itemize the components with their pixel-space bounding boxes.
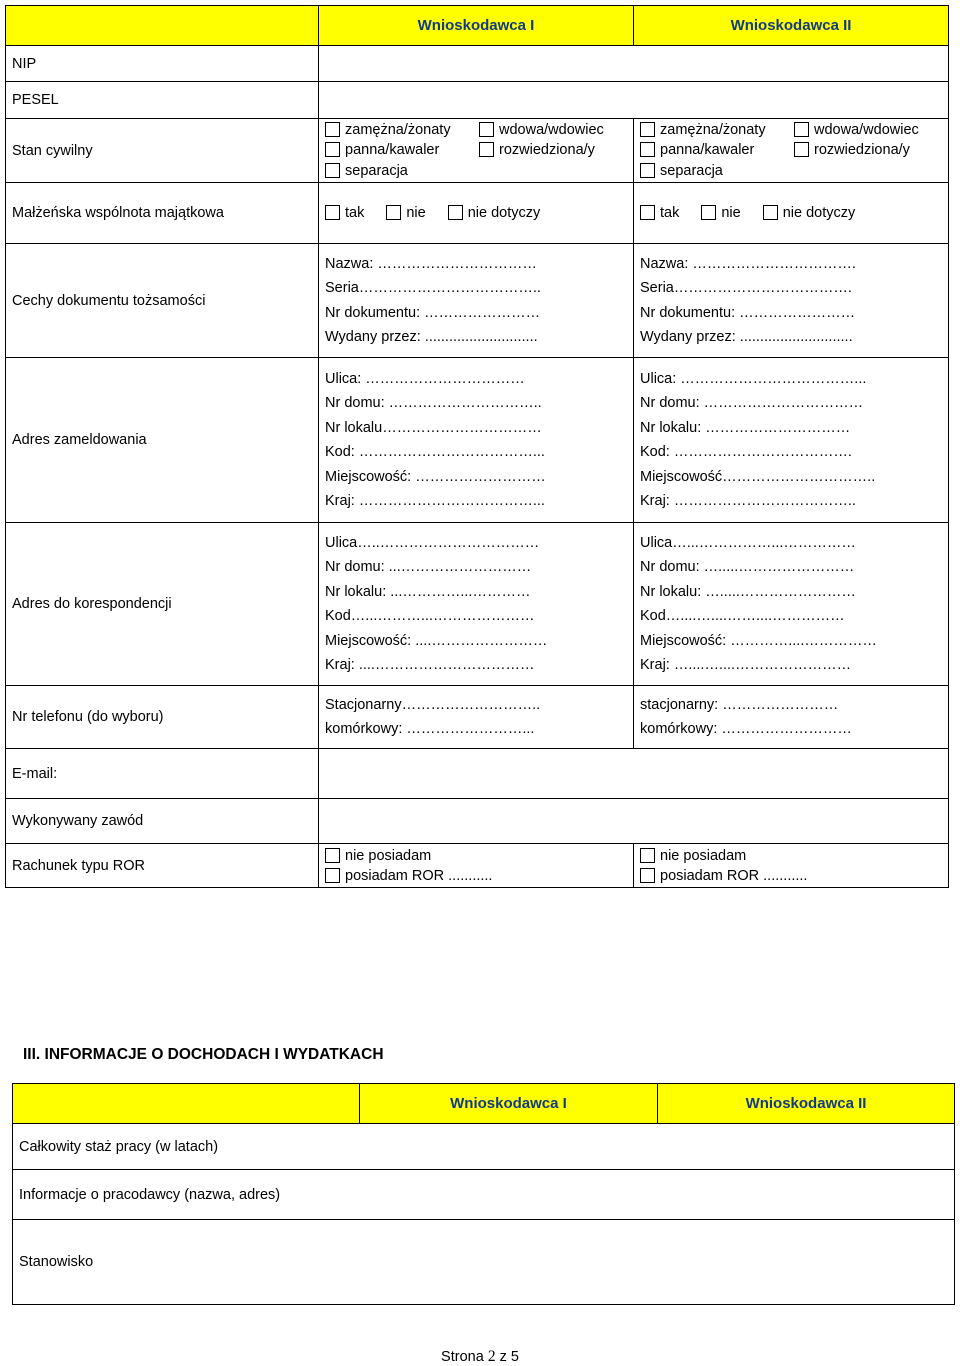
occupation-field[interactable] — [319, 799, 949, 844]
document-issuer-field[interactable]: Wydany przez: ............................ — [640, 329, 853, 345]
work-experience-row[interactable]: Całkowity staż pracy (w latach) — [13, 1124, 955, 1170]
pesel-field[interactable] — [319, 82, 949, 119]
position-row[interactable]: Stanowisko — [13, 1220, 955, 1305]
header-empty-cell — [6, 6, 319, 46]
option-no-account: nie posiadam — [660, 847, 747, 864]
option-no: nie — [721, 205, 741, 221]
document-number-field[interactable]: Nr dokumentu: …………………… — [325, 304, 541, 321]
checkbox[interactable] — [640, 848, 655, 863]
checkbox[interactable] — [448, 205, 463, 220]
country-field[interactable]: Kraj: ....…………………………… — [325, 657, 535, 673]
header-applicant-1: Wnioskodawca I — [360, 1084, 658, 1124]
id-document-applicant-1[interactable] — [319, 244, 634, 358]
checkbox[interactable] — [325, 163, 340, 178]
correspondence-address-label: Adres do korespondencji — [6, 523, 319, 686]
option-widowed: wdowa/wdowiec — [814, 121, 919, 138]
ror-account-applicant-2 — [634, 844, 949, 888]
checkbox[interactable] — [325, 142, 340, 157]
document-series-field[interactable]: Seria………………………………. — [640, 280, 852, 296]
option-single: panna/kawaler — [345, 142, 440, 159]
applicant-data-table — [5, 5, 949, 888]
apartment-number-field[interactable]: Nr lokalu: ….....…………………… — [640, 583, 856, 600]
checkbox[interactable] — [325, 848, 340, 863]
email-label: E-mail: — [6, 749, 319, 799]
section-title: III. INFORMACJE O DOCHODACH I WYDATKACH — [23, 1046, 384, 1063]
header-empty-cell — [13, 1084, 360, 1124]
checkbox[interactable] — [640, 205, 655, 220]
street-field[interactable]: Ulica…..…………………………… — [325, 534, 540, 551]
apartment-number-field[interactable]: Nr lokalu…………………………… — [325, 419, 542, 436]
house-number-field[interactable]: Nr domu: ...……………………… — [325, 559, 532, 575]
phone-label: Nr telefonu (do wyboru) — [6, 686, 319, 749]
postal-code-field[interactable]: Kod: ………………………………. — [640, 444, 852, 460]
house-number-field[interactable]: Nr domu: …………………………… — [640, 395, 864, 411]
landline-field[interactable]: Stacjonarny……………………….. — [325, 696, 541, 713]
option-yes: tak — [345, 205, 365, 221]
checkbox[interactable] — [640, 868, 655, 883]
postal-code-field[interactable]: Kod…...………...………………… — [325, 608, 535, 624]
postal-code-field[interactable]: Kod…....…....……....…………… — [640, 608, 845, 624]
checkbox[interactable] — [640, 163, 655, 178]
checkbox[interactable] — [640, 142, 655, 157]
occupation-label: Wykonywany zawód — [6, 799, 319, 844]
joint-property-applicant-2 — [634, 183, 949, 244]
page-footer — [0, 1348, 960, 1366]
option-yes: tak — [660, 205, 680, 221]
landline-field[interactable]: stacjonarny: …………………… — [640, 696, 839, 713]
option-no: nie — [406, 205, 426, 221]
correspondence-address-applicant-1[interactable] — [319, 523, 634, 686]
marital-status-applicant-2 — [634, 119, 949, 183]
city-field[interactable]: Miejscowość: ....…………………… — [325, 632, 548, 649]
joint-property-applicant-1 — [319, 183, 634, 244]
header-applicant-1: Wnioskodawca I — [319, 6, 634, 46]
income-table — [12, 1083, 955, 1305]
option-has-account: posiadam ROR ........... — [660, 867, 808, 884]
checkbox[interactable] — [325, 205, 340, 220]
checkbox[interactable] — [701, 205, 716, 220]
page-number: 2 — [487, 1348, 496, 1365]
checkbox[interactable] — [479, 122, 494, 137]
street-field[interactable]: Ulica…...……………...…………… — [640, 534, 856, 551]
street-field[interactable]: Ulica: ………………………………... — [640, 370, 867, 387]
street-field[interactable]: Ulica: …………………………… — [325, 370, 525, 387]
ror-account-label: Rachunek typu ROR — [6, 844, 319, 888]
employer-info-row[interactable]: Informacje o pracodawcy (nazwa, adres) — [13, 1170, 955, 1220]
nip-label: NIP — [6, 46, 319, 82]
checkbox[interactable] — [794, 122, 809, 137]
option-not-applicable: nie dotyczy — [782, 205, 856, 221]
document-name-field[interactable]: Nazwa: ……………………………. — [640, 255, 856, 272]
marital-status-label: Stan cywilny — [6, 119, 319, 183]
document-series-field[interactable]: Seria……………………………….. — [325, 280, 541, 296]
header-applicant-2: Wnioskodawca II — [634, 6, 949, 46]
house-number-field[interactable]: Nr domu: ….....…………………… — [640, 559, 855, 575]
option-no-account: nie posiadam — [345, 847, 432, 864]
city-field[interactable]: Miejscowość………………………….. — [640, 468, 876, 485]
mobile-field[interactable]: komórkowy: ……………………... — [325, 721, 535, 737]
nip-field[interactable] — [319, 46, 949, 82]
footer-separator: z — [499, 1349, 507, 1365]
checkbox[interactable] — [763, 205, 778, 220]
header-applicant-2: Wnioskodawca II — [658, 1084, 955, 1124]
option-married: zamężna/żonaty — [345, 121, 451, 138]
document-number-field[interactable]: Nr dokumentu: …………………… — [640, 304, 856, 321]
checkbox[interactable] — [640, 122, 655, 137]
option-widowed: wdowa/wdowiec — [499, 121, 604, 138]
option-separated: separacja — [345, 162, 408, 179]
country-field[interactable]: Kraj: ……………………………….. — [640, 493, 856, 509]
city-field[interactable]: Miejscowość: ……………………… — [325, 468, 546, 485]
house-number-field[interactable]: Nr domu: ………………………….. — [325, 395, 542, 411]
document-name-field[interactable]: Nazwa: …………………………… — [325, 255, 537, 272]
checkbox[interactable] — [325, 122, 340, 137]
option-divorced: rozwiedziona/y — [499, 142, 595, 159]
registered-address-label: Adres zameldowania — [6, 358, 319, 523]
country-field[interactable]: Kraj: ………………………………... — [325, 493, 545, 509]
checkbox[interactable] — [386, 205, 401, 220]
phone-applicant-1[interactable] — [319, 686, 634, 749]
marital-status-applicant-1 — [319, 119, 634, 183]
option-divorced: rozwiedziona/y — [814, 142, 910, 159]
option-has-account: posiadam ROR ........... — [345, 867, 493, 884]
checkbox[interactable] — [794, 142, 809, 157]
phone-applicant-2[interactable] — [634, 686, 949, 749]
country-field[interactable]: Kraj: …....…....…………………… — [640, 657, 852, 673]
registered-address-applicant-1[interactable] — [319, 358, 634, 523]
email-field[interactable] — [319, 749, 949, 799]
option-not-applicable: nie dotyczy — [467, 205, 541, 221]
option-separated: separacja — [660, 162, 723, 179]
id-document-label: Cechy dokumentu tożsamości — [6, 244, 319, 358]
city-field[interactable]: Miejscowość: …………....…………… — [640, 632, 877, 649]
postal-code-field[interactable]: Kod: ………………………………... — [325, 444, 545, 460]
mobile-field[interactable]: komórkowy: ……………………… — [640, 721, 852, 737]
id-document-applicant-2[interactable] — [634, 244, 949, 358]
checkbox[interactable] — [325, 868, 340, 883]
joint-property-label: Małżeńska wspólnota majątkowa — [6, 183, 319, 244]
ror-account-applicant-1 — [319, 844, 634, 888]
pesel-label: PESEL — [6, 82, 319, 119]
option-single: panna/kawaler — [660, 142, 755, 159]
apartment-number-field[interactable]: Nr lokalu: ...…………...………… — [325, 583, 531, 600]
checkbox[interactable] — [479, 142, 494, 157]
apartment-number-field[interactable]: Nr lokalu: ………………………… — [640, 419, 851, 436]
correspondence-address-applicant-2[interactable] — [634, 523, 949, 686]
registered-address-applicant-2[interactable] — [634, 358, 949, 523]
document-issuer-field[interactable]: Wydany przez: ............................ — [325, 329, 538, 345]
footer-prefix: Strona — [441, 1349, 484, 1365]
option-married: zamężna/żonaty — [660, 121, 766, 138]
page-total: 5 — [510, 1349, 519, 1365]
